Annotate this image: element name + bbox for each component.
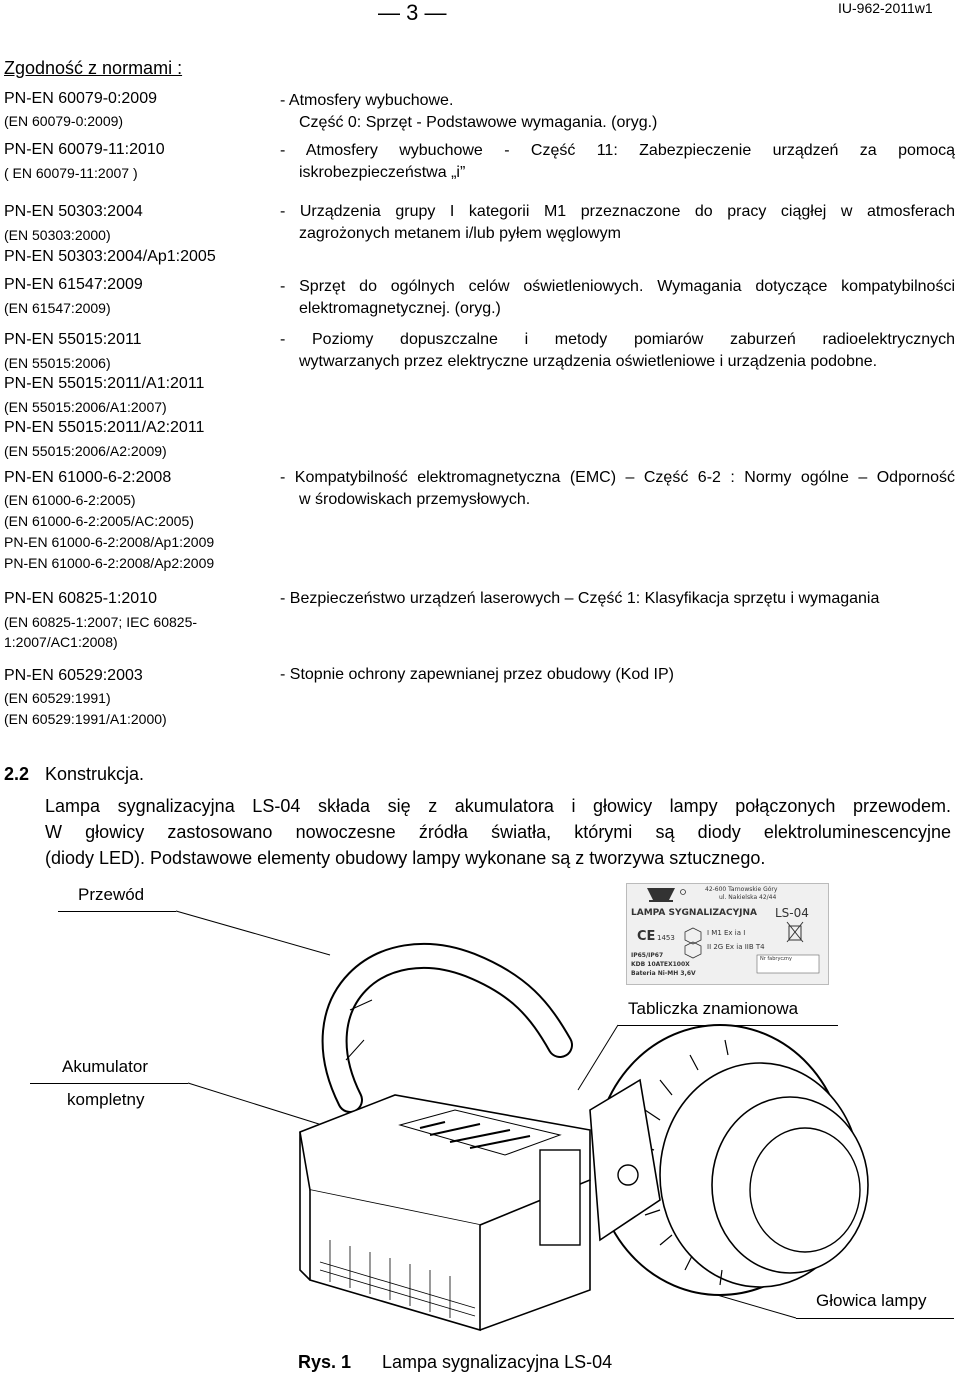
standard-code: PN-EN 50303:2004/Ap1:2005 (4, 248, 216, 265)
pivot-screw (618, 1165, 638, 1185)
cable (335, 956, 560, 1100)
standard-code: 1:2007/AC1:2008) (4, 634, 118, 650)
standard-code: ( EN 60079-11:2007 ) (4, 165, 138, 181)
standard-code: PN-EN 60529:2003 (4, 667, 143, 684)
plate-ip: IP65/IP67 (631, 952, 664, 959)
standard-description: - Bezpieczeństwo urządzeń laserowych – Część 1: Klasyfikacja sprzętu i wymagania (280, 590, 880, 607)
standard-description: - Urządzenia grupy I kategorii M1 przeznaczone do pracy ciągłej w atmosferach zagrożonych metanem i/lub pyłem węglowym (280, 203, 955, 242)
standard-code: (EN 50303:2000) (4, 227, 111, 243)
label-battery: Akumulator (62, 1057, 148, 1076)
standard-description: - Atmosfery wybuchowe. Część 0: Sprzęt - Podstawowe wymagania. (oryg.) (280, 92, 658, 131)
standard-description: - Stopnie ochrony zapewnianej przez obudowy (Kod IP) (280, 666, 674, 683)
standard-code: PN-EN 60825-1:2010 (4, 590, 157, 607)
standard-code: PN-EN 60079-11:2010 (4, 141, 165, 158)
plate-address: 42-600 Tarnowskie Góry (705, 886, 778, 893)
section-heading: Konstrukcja. (45, 764, 145, 784)
label-cable: Przewód (78, 885, 145, 904)
standard-code: (EN 61000-6-2:2005/AC:2005) (4, 513, 194, 529)
standard-description: - Poziomy dopuszczalne i metody pomiarów zaburzeń radioelektrycznych wytwarzanych przez elektryczne urządzenia oświetleniowe i urządzenia podobne. (280, 331, 955, 370)
page-number: — 3 — (378, 0, 447, 25)
standard-code: PN-EN 61000-6-2:2008/Ap2:2009 (4, 555, 215, 571)
figure-caption-text: Lampa sygnalizacyjna LS-04 (382, 1352, 613, 1372)
plate-cert-number: 1453 (657, 934, 675, 942)
ce-mark: CE (637, 929, 656, 944)
standard-code: (EN 61547:2009) (4, 300, 111, 316)
standard-description: - Sprzęt do ogólnych celów oświetleniowych. Wymagania dotyczące kompatybilności elektromagnetycznej. (oryg.) (280, 278, 955, 317)
plate-marking: II 2G Ex ia IIB T4 (707, 943, 765, 951)
label-head: Głowica lampy (816, 1291, 927, 1310)
plate-model: LS-04 (775, 906, 809, 920)
document-code: IU-962-2011w1 (838, 0, 933, 16)
standard-code: (EN 55015:2006/A2:2009) (4, 443, 167, 459)
plate-kdb: KDB 10ATEX100X (631, 961, 690, 968)
belt-clip (540, 1150, 580, 1245)
plate-product: LAMPA SYGNALIZACYJNA (631, 908, 757, 918)
section-number: 2.2 (4, 764, 30, 784)
plate-battery: Bateria Ni-MH 3,6V (631, 970, 696, 977)
standard-description: - Atmosfery wybuchowe - Część 11: Zabezpieczenie urządzeń za pomocą iskrobezpieczeństwa „i” (280, 142, 955, 181)
standard-code: PN-EN 61000-6-2:2008 (4, 469, 172, 486)
standard-code: PN-EN 61547:2009 (4, 276, 143, 293)
standard-code: (EN 55015:2006) (4, 355, 111, 371)
plate-serial: Nr fabryczny (760, 956, 792, 962)
figure-caption-number: Rys. 1 (298, 1352, 352, 1372)
standard-code: PN-EN 55015:2011 (4, 331, 142, 348)
label-battery: kompletny (67, 1090, 145, 1109)
standard-code: (EN 60529:1991) (4, 690, 111, 706)
standard-code: (EN 55015:2006/A1:2007) (4, 399, 167, 415)
standard-code: PN-EN 61000-6-2:2008/Ap1:2009 (4, 534, 215, 550)
standard-code: PN-EN 60079-0:2009 (4, 90, 157, 107)
section-title-standards: Zgodność z normami : (4, 58, 183, 78)
standard-code: (EN 60529:1991/A1:2000) (4, 711, 167, 727)
standard-code: (EN 60825-1:2007; IEC 60825- (4, 614, 198, 630)
standard-code: PN-EN 55015:2011/A1:2011 (4, 375, 205, 392)
section-paragraph: Lampa sygnalizacyjna LS-04 składa się z akumulatora i głowicy lampy połączonych przewodem. W głowicy zastosowano nowoczesne źródła światła, którymi są diody elektroluminescencyjne (diody LED). Podstawowe elementy obudowy lampy wykonane są z tworzywa sztucznego. (45, 796, 951, 868)
standard-description: - Kompatybilność elektromagnetyczna (EMC) – Część 6-2 : Normy ogólne – Odporność w środowiskach przemysłowych. (280, 469, 955, 508)
standard-code: (EN 61000-6-2:2005) (4, 492, 136, 508)
standard-code: PN-EN 50303:2004 (4, 203, 143, 220)
standard-code: PN-EN 55015:2011/A2:2011 (4, 419, 205, 436)
plate-marking: I M1 Ex ia I (707, 929, 746, 937)
plate-address: ul. Nakielska 42/44 (719, 894, 777, 901)
standard-code: (EN 60079-0:2009) (4, 113, 124, 129)
label-nameplate: Tabliczka znamionowa (628, 999, 799, 1018)
